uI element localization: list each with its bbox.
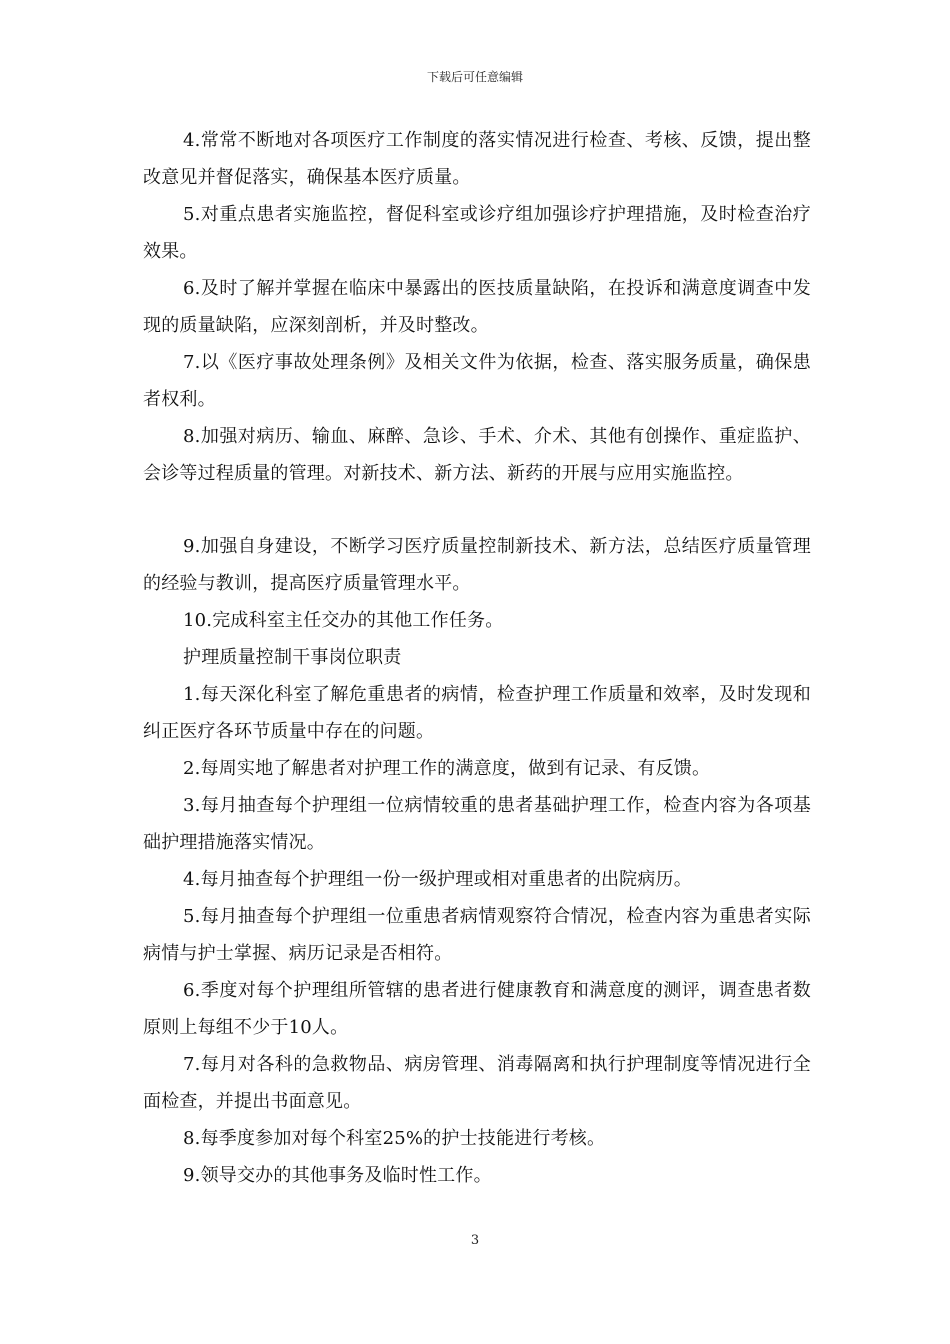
header-note: 下载后可任意编辑 bbox=[426, 70, 523, 84]
paragraph-item-5: 5.对重点患者实施监控，督促科室或诊疗组加强诊疗护理措施，及时检查治疗效果。 bbox=[143, 204, 811, 262]
paragraph-gap bbox=[143, 492, 811, 528]
page-number: 3 bbox=[470, 1233, 480, 1248]
paragraph-item-9: 9.加强自身建设，不断学习医疗质量控制新技术、新方法，总结医疗质量管理的经验与教训，提高医疗质量管理水平。 bbox=[143, 536, 811, 594]
paragraph-item-4: 4.常常不断地对各项医疗工作制度的落实情况进行检查、考核、反馈，提出整改意见并督促落实，确保基本医疗质量。 bbox=[143, 130, 811, 188]
duty-item-5: 5.每月抽查每个护理组一位重患者病情观察符合情况，检查内容为重患者实际病情与护士掌握、病历记录是否相符。 bbox=[143, 906, 811, 964]
duty-item-9: 9.领导交办的其他事务及临时性工作。 bbox=[183, 1165, 492, 1186]
section-title: 护理质量控制干事岗位职责 bbox=[183, 647, 402, 668]
paragraph-item-10: 10.完成科室主任交办的其他工作任务。 bbox=[183, 610, 504, 631]
paragraph-item-8: 8.加强对病历、输血、麻醉、急诊、手术、介术、其他有创操作、重症监护、会诊等过程质量的管理。对新技术、新方法、新药的开展与应用实施监控。 bbox=[143, 426, 811, 484]
duty-item-4: 4.每月抽查每个护理组一份一级护理或相对重患者的出院病历。 bbox=[183, 869, 692, 890]
paragraph-item-7: 7.以《医疗事故处理条例》及相关文件为依据，检查、落实服务质量，确保患者权利。 bbox=[143, 352, 811, 410]
duty-item-1: 1.每天深化科室了解危重患者的病情，检查护理工作质量和效率，及时发现和纠正医疗各环节质量中存在的问题。 bbox=[143, 684, 811, 742]
paragraph-item-6: 6.及时了解并掌握在临床中暴露出的医技质量缺陷，在投诉和满意度调查中发现的质量缺陷，应深刻剖析，并及时整改。 bbox=[143, 278, 811, 336]
document-body bbox=[143, 122, 811, 1194]
duty-item-6: 6.季度对每个护理组所管辖的患者进行健康教育和满意度的测评，调查患者数原则上每组不少于10人。 bbox=[143, 980, 811, 1038]
duty-item-8: 8.每季度参加对每个科室25%的护士技能进行考核。 bbox=[183, 1128, 606, 1149]
duty-item-3: 3.每月抽查每个护理组一位病情较重的患者基础护理工作，检查内容为各项基础护理措施落实情况。 bbox=[143, 795, 811, 853]
duty-item-2: 2.每周实地了解患者对护理工作的满意度，做到有记录、有反馈。 bbox=[183, 758, 711, 779]
duty-item-7: 7.每月对各科的急救物品、病房管理、消毒隔离和执行护理制度等情况进行全面检查，并提出书面意见。 bbox=[143, 1054, 811, 1112]
